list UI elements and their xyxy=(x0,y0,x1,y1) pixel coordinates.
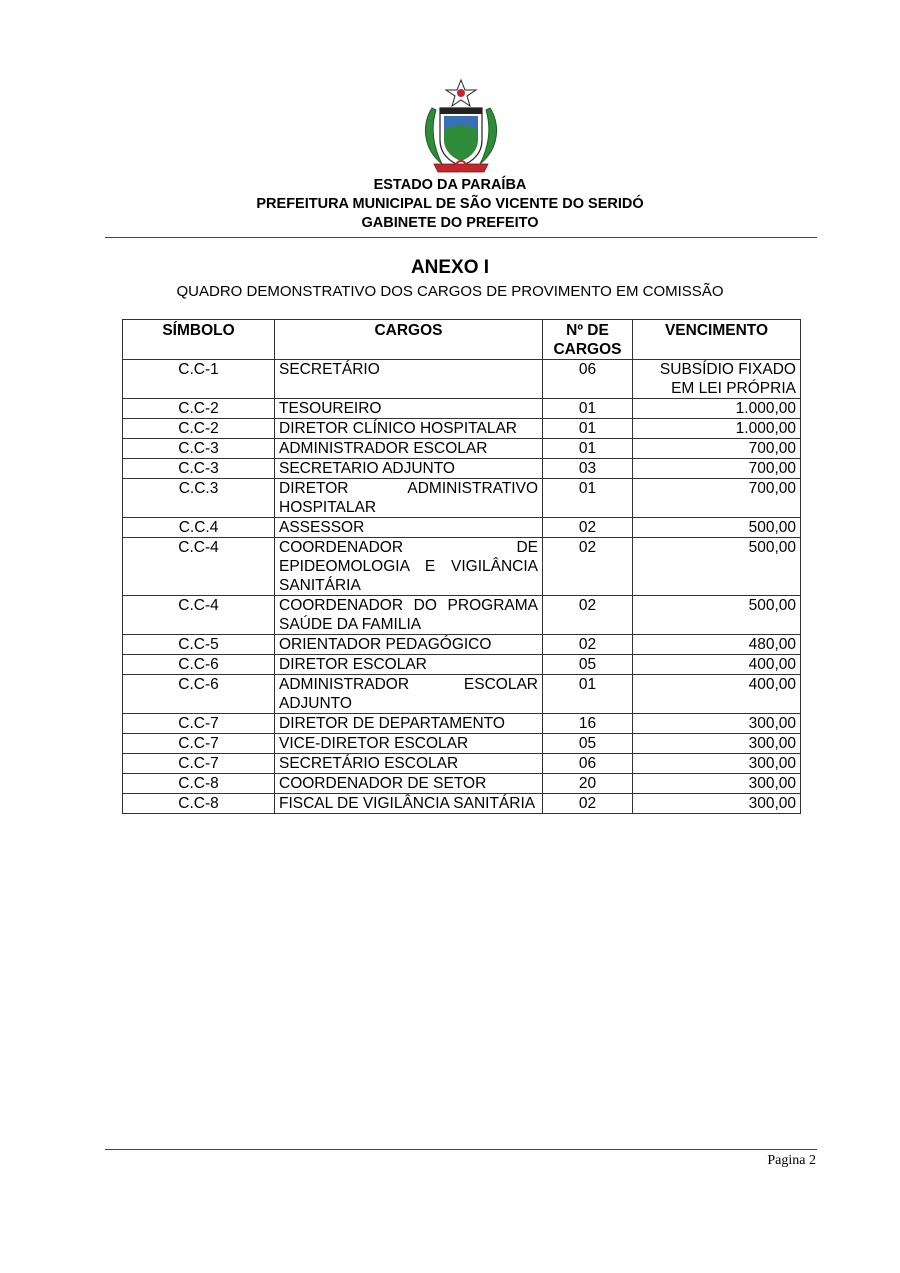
coat-of-arms-emblem xyxy=(414,78,508,176)
table-body xyxy=(123,360,801,814)
cell-quantidade: 01 xyxy=(543,419,633,439)
cell-simbolo: C.C-7 xyxy=(123,714,275,734)
cell-simbolo: C.C.3 xyxy=(123,479,275,518)
page-number: Pagina 2 xyxy=(767,1153,816,1168)
cell-cargo: COORDENADOR DE EPIDEOMOLOGIA E VIGILÂNCIA SANITÁRIA xyxy=(275,538,543,596)
cell-simbolo: C.C-7 xyxy=(123,734,275,754)
header-cargos: CARGOS xyxy=(275,320,543,360)
cell-quantidade: 01 xyxy=(543,439,633,459)
table-row xyxy=(123,675,801,714)
cell-cargo: DIRETOR ADMINISTRATIVO HOSPITALAR xyxy=(275,479,543,518)
cell-simbolo: C.C-2 xyxy=(123,419,275,439)
cell-cargo: SECRETÁRIO xyxy=(275,360,543,399)
cell-vencimento: 300,00 xyxy=(633,754,801,774)
cell-vencimento: 700,00 xyxy=(633,459,801,479)
cell-cargo: ORIENTADOR PEDAGÓGICO xyxy=(275,635,543,655)
cell-vencimento: SUBSÍDIO FIXADO EM LEI PRÓPRIA xyxy=(633,360,801,399)
cell-quantidade: 01 xyxy=(543,479,633,518)
table-row xyxy=(123,655,801,675)
cell-quantidade: 01 xyxy=(543,399,633,419)
cell-vencimento: 400,00 xyxy=(633,655,801,675)
table-row xyxy=(123,439,801,459)
cell-quantidade: 01 xyxy=(543,675,633,714)
cell-simbolo: C.C-4 xyxy=(123,538,275,596)
table-row xyxy=(123,734,801,754)
cell-quantidade: 05 xyxy=(543,734,633,754)
cell-cargo: ASSESSOR xyxy=(275,518,543,538)
positions-table xyxy=(122,319,801,814)
cell-cargo: DIRETOR ESCOLAR xyxy=(275,655,543,675)
cell-cargo: ADMINISTRADOR ESCOLAR xyxy=(275,439,543,459)
header-vencimento: VENCIMENTO xyxy=(633,320,801,360)
cell-quantidade: 03 xyxy=(543,459,633,479)
table-row xyxy=(123,518,801,538)
header-prefecture: PREFEITURA MUNICIPAL DE SÃO VICENTE DO SERIDÓ xyxy=(256,196,644,212)
table-row xyxy=(123,596,801,635)
cell-vencimento: 300,00 xyxy=(633,734,801,754)
document-header xyxy=(0,176,900,233)
cell-cargo: FISCAL DE VIGILÂNCIA SANITÁRIA xyxy=(275,794,543,814)
table-row xyxy=(123,774,801,794)
cell-simbolo: C.C-3 xyxy=(123,439,275,459)
table-row xyxy=(123,635,801,655)
cell-simbolo: C.C-6 xyxy=(123,655,275,675)
table-row xyxy=(123,794,801,814)
annex-title: ANEXO I xyxy=(410,257,490,278)
cell-vencimento: 300,00 xyxy=(633,794,801,814)
annex-subtitle: QUADRO DEMONSTRATIVO DOS CARGOS DE PROVIMENTO EM COMISSÃO xyxy=(176,283,724,300)
cell-simbolo: C.C-2 xyxy=(123,399,275,419)
cell-quantidade: 06 xyxy=(543,754,633,774)
cell-vencimento: 400,00 xyxy=(633,675,801,714)
table-row xyxy=(123,399,801,419)
cell-cargo: DIRETOR DE DEPARTAMENTO xyxy=(275,714,543,734)
cell-cargo: ADMINISTRADOR ESCOLAR ADJUNTO xyxy=(275,675,543,714)
cell-cargo: DIRETOR CLÍNICO HOSPITALAR xyxy=(275,419,543,439)
cell-cargo: TESOUREIRO xyxy=(275,399,543,419)
table-row xyxy=(123,419,801,439)
cell-simbolo: C.C-6 xyxy=(123,675,275,714)
cell-simbolo: C.C-1 xyxy=(123,360,275,399)
cell-simbolo: C.C-7 xyxy=(123,754,275,774)
cell-vencimento: 500,00 xyxy=(633,596,801,635)
header-office: GABINETE DO PREFEITO xyxy=(361,215,539,231)
cell-simbolo: C.C-8 xyxy=(123,794,275,814)
cell-cargo: SECRETARIO ADJUNTO xyxy=(275,459,543,479)
table-row xyxy=(123,714,801,734)
table-row xyxy=(123,459,801,479)
cell-quantidade: 02 xyxy=(543,518,633,538)
cell-cargo: COORDENADOR DO PROGRAMA SAÚDE DA FAMILIA xyxy=(275,596,543,635)
cell-quantidade: 02 xyxy=(543,596,633,635)
footer-divider xyxy=(105,1149,817,1150)
cell-quantidade: 20 xyxy=(543,774,633,794)
table-row xyxy=(123,538,801,596)
header-num-cargos: Nº DE CARGOS xyxy=(543,320,633,360)
table-row xyxy=(123,479,801,518)
header-divider xyxy=(105,237,817,238)
cell-cargo: COORDENADOR DE SETOR xyxy=(275,774,543,794)
cell-vencimento: 300,00 xyxy=(633,774,801,794)
cell-vencimento: 700,00 xyxy=(633,439,801,459)
cell-quantidade: 06 xyxy=(543,360,633,399)
cell-vencimento: 1.000,00 xyxy=(633,419,801,439)
cell-simbolo: C.C-8 xyxy=(123,774,275,794)
table-header-row xyxy=(123,320,801,360)
header-simbolo: SÍMBOLO xyxy=(123,320,275,360)
cell-cargo: VICE-DIRETOR ESCOLAR xyxy=(275,734,543,754)
cell-vencimento: 300,00 xyxy=(633,714,801,734)
header-state: ESTADO DA PARAÍBA xyxy=(373,177,527,193)
table-row xyxy=(123,360,801,399)
cell-simbolo: C.C-5 xyxy=(123,635,275,655)
cell-simbolo: C.C.4 xyxy=(123,518,275,538)
table-row xyxy=(123,754,801,774)
cell-quantidade: 05 xyxy=(543,655,633,675)
cell-vencimento: 700,00 xyxy=(633,479,801,518)
cell-simbolo: C.C-4 xyxy=(123,596,275,635)
cell-quantidade: 02 xyxy=(543,635,633,655)
cell-quantidade: 02 xyxy=(543,794,633,814)
cell-simbolo: C.C-3 xyxy=(123,459,275,479)
cell-vencimento: 500,00 xyxy=(633,538,801,596)
cell-vencimento: 480,00 xyxy=(633,635,801,655)
cell-quantidade: 16 xyxy=(543,714,633,734)
cell-vencimento: 500,00 xyxy=(633,518,801,538)
cell-vencimento: 1.000,00 xyxy=(633,399,801,419)
cell-cargo: SECRETÁRIO ESCOLAR xyxy=(275,754,543,774)
cell-quantidade: 02 xyxy=(543,538,633,596)
